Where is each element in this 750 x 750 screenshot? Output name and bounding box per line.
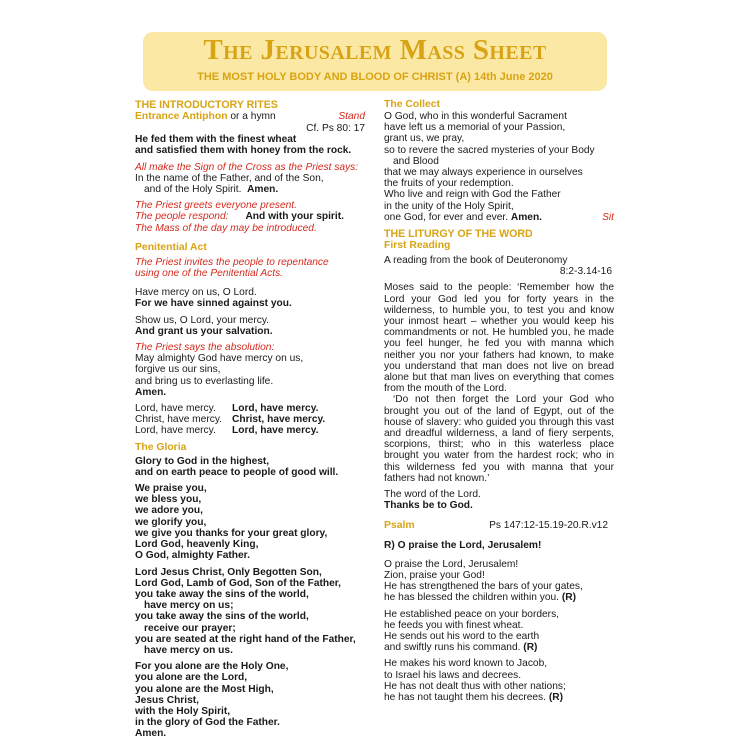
amen-response: Amen. [247,184,279,196]
gloria-line: you are seated at the right hand of the Father, [135,633,356,645]
and-with-your-spirit: And with your spirit. [245,211,344,223]
collect-final-line: one God, for ever and ever. Amen. Sit [384,211,614,223]
psalm-heading: Psalm [384,519,415,531]
antiphon-reference: Cf. Ps 80: 17 [306,123,365,134]
gloria-line: have mercy on us; [144,600,234,612]
penitential-versicle: Have mercy on us, O Lord. [135,287,257,299]
penitential-rubric: The Priest invites the people to repentance [135,256,329,268]
invocation-line: In the name of the Father, and of the Son, [135,172,324,184]
psalm-line: He established peace on your borders, [384,608,559,620]
penitential-response: And grant us your salvation. [135,325,273,337]
collect-line: that we may always experience in ourselves [384,167,583,179]
page-title: The Jerusalem Mass Sheet [203,34,547,66]
stand-rubric: Stand [338,111,365,122]
gloria-heading: The Gloria [135,441,187,453]
entrance-antiphon-label: Entrance Antiphon [135,111,228,122]
gloria-line: with the Holy Spirit, [135,705,231,717]
gloria-line: we adore you, [135,505,203,517]
gloria-line: For you alone are the Holy One, [135,661,289,673]
word-of-the-lord: The word of the Lord. [384,489,481,501]
collect-amen: Amen. [510,211,543,223]
gloria-line: you take away the sins of the world, [135,588,309,600]
collect-heading: The Collect [384,99,441,110]
absolution-line: and bring us to everlasting life. [135,375,274,387]
gloria-line: Lord Jesus Christ, Only Begotten Son, [135,566,322,578]
collect-line: O God, who in this wonderful Sacrament [384,111,567,122]
mass-introduction-rubric: The Mass of the day may be introduced. [135,222,317,234]
liturgy-of-word-heading: THE LITURGY OF THE WORD [384,228,533,241]
psalm-line: he has not taught them his decrees. (R) [384,691,563,703]
gloria-line: we give you thanks for your great glory, [135,527,328,539]
psalm-line: and swiftly runs his command. (R) [384,642,538,654]
gloria-line: you take away the sins of the world, [135,611,309,623]
collect-line: and Blood [393,155,439,167]
gloria-line: Glory to God in the highest, [135,455,270,467]
psalm-line: Zion, praise your God! [384,569,485,581]
response-marker: (R) [561,592,576,604]
gloria-line: We praise you, [135,483,207,495]
reading-paragraph: Moses said to the people: ‘Remember how the Lord your God led you for forty years in the wilderness, to humble you, to test you and know your inmost heart – whether you would keep his commandments or not. He humbled you, he made you feel hunger, he fed you with manna which neither you nor your fathers had known, to make you understand that man does not live on bread alone but that man lives on everything that comes from the mouth of the Lord. [384,282,614,395]
kyrie-row: Lord, have mercy. Lord, have mercy. [135,403,319,415]
collect-line: Who live and reign with God the Father [384,189,561,201]
page-subtitle: THE MOST HOLY BODY AND BLOOD OF CHRIST (A) 14th June 2020 [197,71,553,83]
gloria-line: we bless you, [135,494,202,506]
collect-line: the fruits of your redemption. [384,178,514,190]
first-reading-heading: First Reading [384,240,451,252]
gloria-line: O God, almighty Father. [135,550,250,562]
gloria-line: receive our prayer; [144,622,236,634]
antiphon-line: and satisfied them with honey from the rock. [135,145,352,157]
psalm-line: He has not dealt thus with other nations; [384,680,566,692]
gloria-line: in the glory of God the Father. [135,717,280,729]
psalm-line: to Israel his laws and decrees. [384,669,522,681]
absolution-line: forgive us our sins, [135,364,221,376]
kyrie-row: Christ, have mercy. Christ, have mercy. [135,414,326,426]
entrance-antiphon-line [135,111,365,123]
psalm-reference: Ps 147:12-15.19-20.R.v12 [489,519,608,531]
psalm-line: He makes his word known to Jacob, [384,658,548,670]
gloria-line: and on earth peace to people of good will. [135,466,339,478]
psalm-header [384,520,614,532]
penitential-rubric: using one of the Penitential Acts. [135,268,284,280]
collect-line: have left us a memorial of your Passion, [384,122,566,134]
psalm-response: R) O praise the Lord, Jerusalem! [384,539,542,551]
left-column [135,99,365,740]
reading-reference: 8:2-3.14-16 [559,266,612,278]
penitential-versicle: Show us, O Lord, your mercy. [135,314,269,326]
absolution-amen: Amen. [135,386,167,398]
penitential-act-heading: Penitential Act [135,241,207,253]
gloria-line: Lord God, heavenly King, [135,539,259,551]
gloria-line: you alone are the Lord, [135,672,248,684]
collect-line: in the unity of the Holy Spirit, [384,200,514,212]
kyrie-row: Lord, have mercy. Lord, have mercy. [135,425,319,437]
collect-line: so to revere the sacred mysteries of your Body [384,144,595,156]
entrance-or-hymn: or a hymn [227,111,276,122]
greeting-rubric: The Priest greets everyone present. [135,200,297,212]
invocation-line: and of the Holy Spirit. Amen. [144,184,279,196]
penitential-response: For we have sinned against you. [135,298,292,310]
psalm-line: He sends out his word to the earth [384,630,540,642]
gloria-line: Jesus Christ, [135,694,199,706]
thanks-be-to-god: Thanks be to God. [384,500,473,512]
gloria-line: we glorify you, [135,516,207,528]
gloria-line: Lord God, Lamb of God, Son of the Father, [135,577,342,589]
reading-paragraph: ‘Do not then forget the Lord your God who brought you out of the land of Egypt, out of the house of slavery: who guided you through this vast and dreadful wilderness, a land of fiery serpents, scorpions, thirst; who in this waterless place brought you water from the hardest rock; who in this wilderness fed you with manna that your fathers had not known.’ [384,394,614,484]
response-marker: (R) [523,642,538,654]
psalm-line: he has blessed the children within you. (R) [384,592,576,604]
reading-source: A reading from the book of Deuteronomy [384,255,568,267]
absolution-rubric: The Priest says the absolution: [135,342,275,354]
gloria-line: you alone are the Most High, [135,683,274,695]
gloria-line: Amen. [135,728,167,740]
introductory-rites-heading: THE INTRODUCTORY RITES [135,99,278,111]
sign-of-cross-rubric: All make the Sign of the Cross as the Priest says: [135,161,359,173]
right-column [384,99,614,703]
gloria-line: have mercy on us. [144,644,233,656]
psalm-line: He has strengthened the bars of your gates, [384,581,583,593]
people-respond-line: The people respond: And with your spirit. [135,211,344,223]
sit-rubric: Sit [602,211,614,223]
psalm-line: he feeds you with finest wheat. [384,619,524,631]
absolution-line: May almighty God have mercy on us, [135,353,304,365]
response-marker: (R) [548,691,563,703]
collect-line: grant us, we pray, [384,133,465,145]
antiphon-line: He fed them with the finest wheat [135,134,297,146]
psalm-line: O praise the Lord, Jerusalem! [384,558,519,570]
